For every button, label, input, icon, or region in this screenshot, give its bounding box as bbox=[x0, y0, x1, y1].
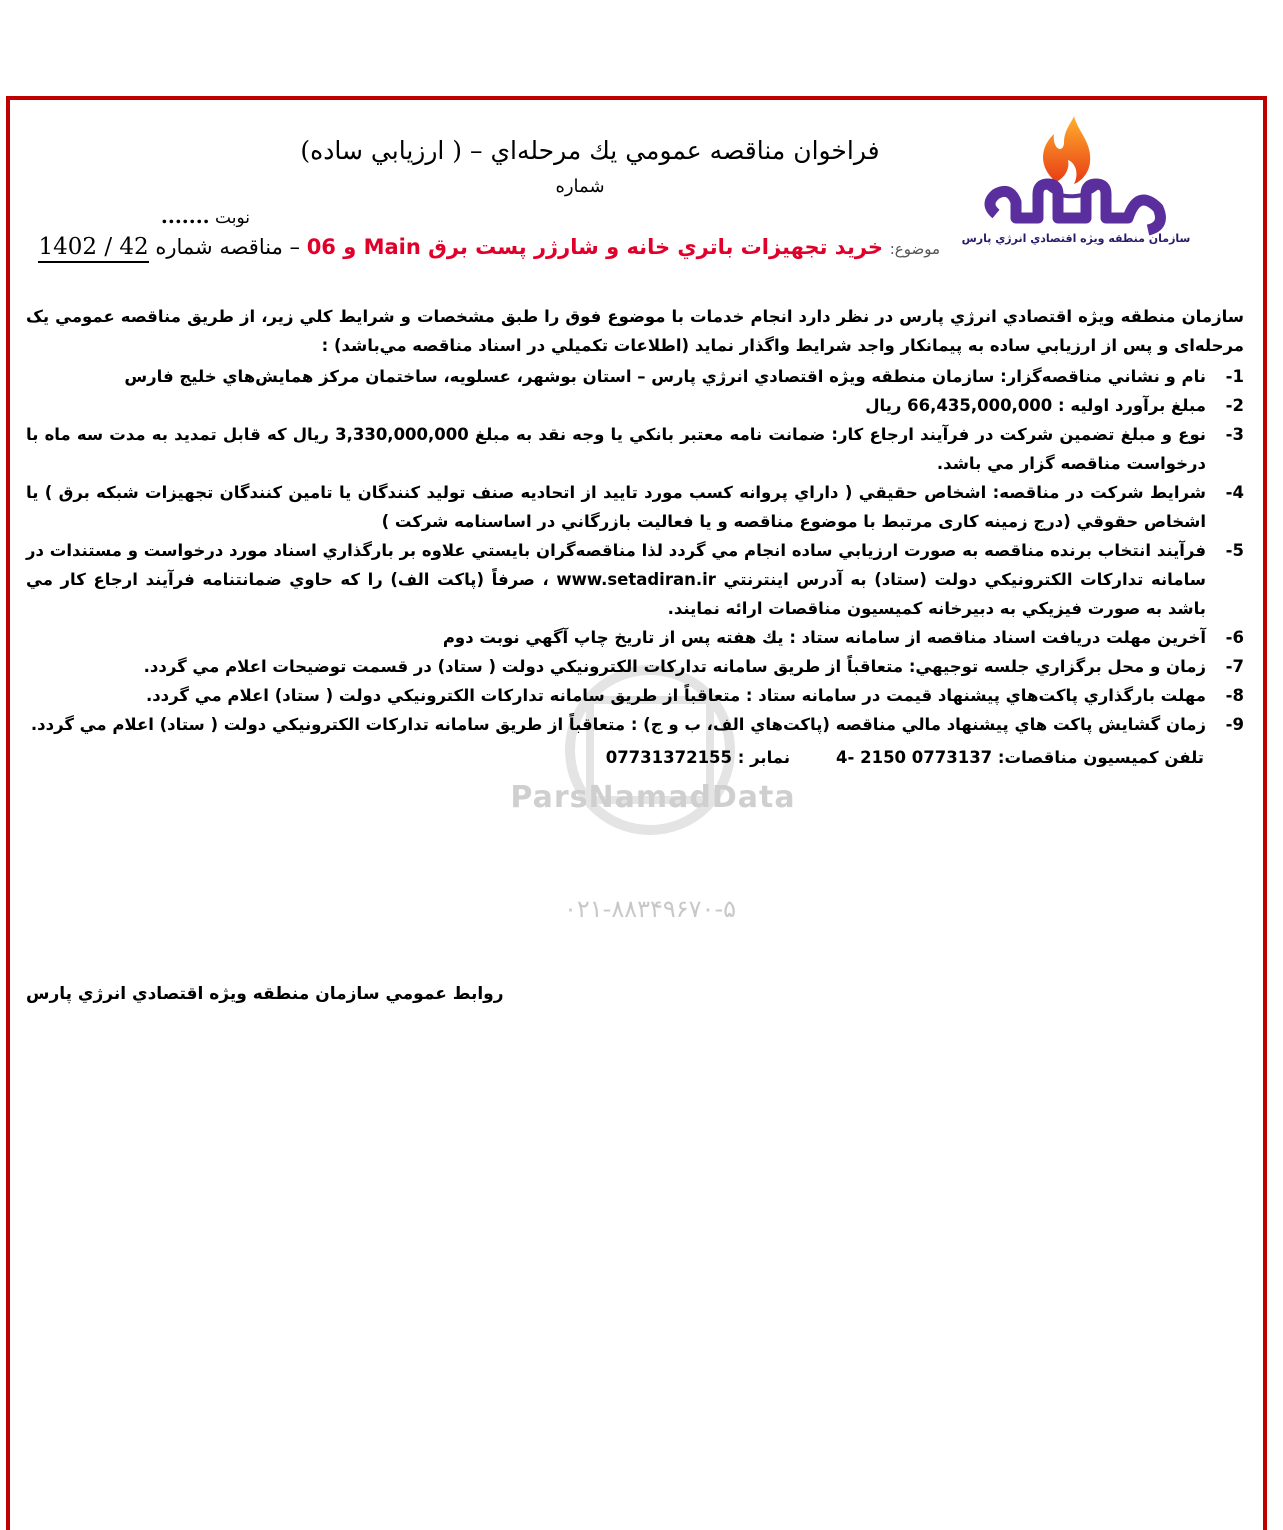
fax-group bbox=[606, 743, 790, 772]
item-text: آخرين مهلت دريافت اسناد مناقصه از سامانه ستاد : يك هفته پس از تاريخ چاپ آگهي نوبت دوم bbox=[442, 628, 1206, 647]
round-label bbox=[110, 204, 250, 228]
item-number: 1- bbox=[1225, 367, 1244, 386]
item-text: زمان و محل برگزاري جلسه توجيهي: متعاقباً از طريق سامانه تداركات الكترونيكي دولت ( ستاد) در قسمت توضيحات اعلام مي گردد. bbox=[143, 657, 1206, 676]
item-number: 7- bbox=[1225, 657, 1244, 676]
subject-text: خريد تجهيزات باتري خانه و شارژر پست برق Main و 06 bbox=[306, 235, 884, 259]
item-text: نوع و مبلغ تضمين شركت در فرآيند ارجاع كار: ضمانت نامه معتبر بانكي يا وجه نقد به مبلغ 3,330,000,000 ريال كه قابل تمديد به مدت سه ماه با درخواست مناقصه گزار مي باشد. bbox=[26, 425, 1206, 473]
number-label: شماره bbox=[555, 176, 605, 197]
item-number: 4- bbox=[1225, 483, 1244, 502]
page-title bbox=[280, 136, 900, 165]
item-number: 2- bbox=[1225, 396, 1244, 415]
list-item bbox=[26, 478, 1244, 536]
item-text: مهلت بارگذاري پاكت‌هاي پيشنهاد قيمت در سامانه ستاد : متعاقباً از طريق سامانه تداركات الكترونيكي دولت ( ستاد) اعلام مي گردد. bbox=[145, 686, 1206, 705]
phone-group bbox=[836, 743, 1204, 772]
item-text: فرآيند انتخاب برنده مناقصه به صورت ارزيابي ساده انجام مي گردد لذا مناقصه‌گران بايستي علاوه بر بارگذاري اسناد مورد درخواست و مستندات در سامانه تداركات الكترونيكي دولت (ستاد) به آدرس اينترنتي www.setadiran.ir ، صرفاً (پاكت الف) را كه حاوي ضمانتنامه فرآيند ارجاع كار مي باشد به صورت فيزيكي به دبيرخانه كميسيون مناقصات ارائه نمايند. bbox=[26, 541, 1207, 618]
tender-label: – مناقصه شماره bbox=[155, 235, 300, 259]
item-number: 9- bbox=[1225, 715, 1244, 734]
list-item bbox=[26, 681, 1244, 710]
tender-body bbox=[26, 302, 1244, 772]
item-text: شرايط شركت در مناقصه: اشخاص حقيقي ( داراي پروانه كسب مورد تاييد از اتحاديه صنف توليد كنندگان يا تامين كنندگان تجهيزات شبكه برق ) يا اشخاص حقوقي (درج زمينه كاری مرتبط با موضوع مناقصه و يا فعاليت بازرگاني در اساسنامه شركت ) bbox=[26, 483, 1206, 531]
fax-value: 07731372155 bbox=[605, 748, 733, 767]
item-text: زمان گشايش پاكت هاي پيشنهاد مالي مناقصه (پاكت‌هاي الف، ب و ج) : متعاقباً از طريق سامانه تداركات الكترونيكي دولت ( ستاد) اعلام مي گردد. bbox=[30, 715, 1206, 734]
item-number: 8- bbox=[1225, 686, 1244, 705]
item-text: مبلغ برآورد اوليه : 66,435,000,000 ريال bbox=[865, 396, 1206, 415]
list-item bbox=[26, 391, 1244, 420]
item-number: 3- bbox=[1225, 425, 1244, 444]
list-item bbox=[26, 710, 1244, 739]
list-item bbox=[26, 536, 1244, 623]
item-number: 6- bbox=[1225, 628, 1244, 647]
fax-label: نمابر : bbox=[737, 748, 791, 767]
subject-label: موضوع: bbox=[889, 240, 940, 258]
item-number: 5- bbox=[1225, 541, 1244, 560]
watermark-phone: ۰۲۱-۸۸۳۴۹۶۷۰-۵ bbox=[563, 895, 736, 923]
list-item bbox=[26, 362, 1244, 391]
item-text: نام و نشاني مناقصه‌گزار: سازمان منطقه ويژه اقتصادي انرژي پارس – استان بوشهر، عسلويه، ساختمان مركز همايش‌هاي خليج فارس bbox=[124, 367, 1206, 386]
list-item bbox=[26, 652, 1244, 681]
phone-label: تلفن كميسيون مناقصات: bbox=[997, 748, 1204, 767]
round-label-text: نوبت bbox=[215, 208, 250, 228]
intro-paragraph: سازمان منطقه ويژه اقتصادي انرژي پارس در نظر دارد انجام خدمات با موضوع فوق را طبق مشخصات و شرايط كلي زير، از طريق مناقصه عمومي یک مرحله‌ای و پس از ارزيابي ساده به پيمانكار واجد شرايط واگذار نمايد (اطلاعات تكميلي در اسناد مناقصه مي‌باشد) : bbox=[26, 307, 1244, 355]
footer-signature bbox=[26, 984, 626, 1004]
watermark-brand: ParsNamadData bbox=[510, 780, 796, 815]
logo-caption: سازمان منطقه ويژه اقتصادي انرژي پارس bbox=[961, 232, 1191, 245]
title-text: فراخوان مناقصه عمومي يك مرحله‌اي – ( ارزيابي ساده) bbox=[300, 136, 880, 165]
list-item bbox=[26, 623, 1244, 652]
list-item bbox=[26, 420, 1244, 478]
contact-line bbox=[26, 743, 1244, 772]
round-value: ....... bbox=[160, 204, 210, 228]
footer-text: روابط عمومي سازمان منطقه ويژه اقتصادي انرژي پارس bbox=[26, 984, 504, 1004]
tender-number: 42 / 1402 bbox=[38, 234, 148, 263]
phone-value: 0773137 2150 -4 bbox=[836, 748, 993, 767]
subject-line bbox=[38, 234, 940, 260]
